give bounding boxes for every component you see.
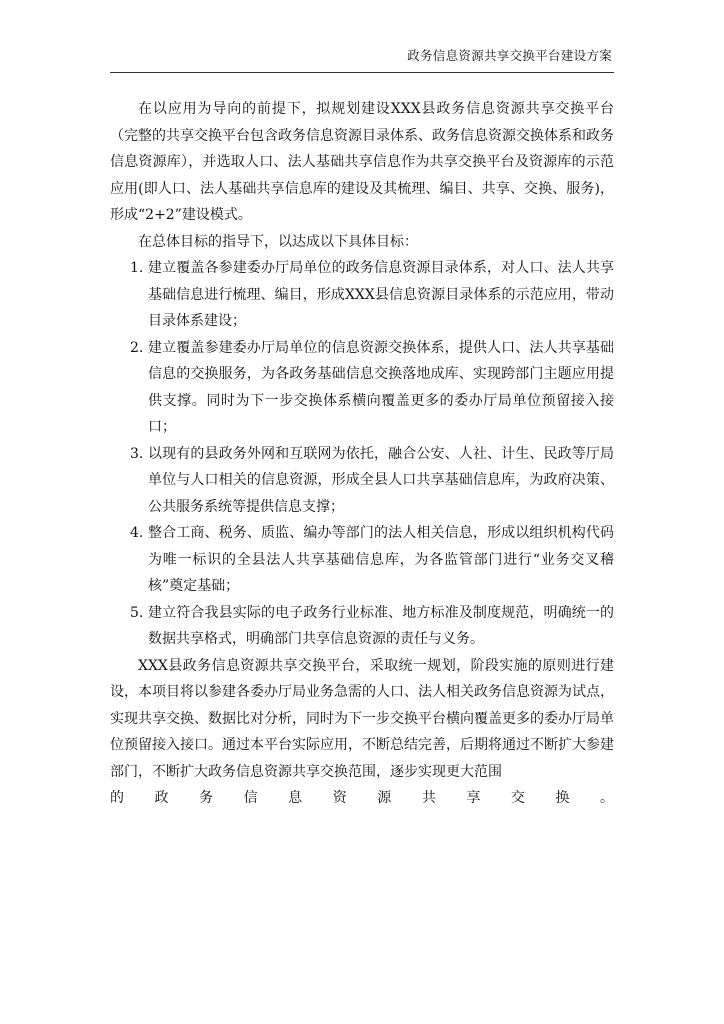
goal-text: 整合工商、税务、质监、编办等部门的法人相关信息，形成以组织机构代码为唯一标识的全县法人共享基础信息库，为各监管部门进行“业务交叉稽核”奠定基础； [148, 525, 614, 594]
goals-intro-paragraph: 在总体目标的指导下，以达成以下具体目标： [138, 233, 418, 250]
goal-text: 建立覆盖参建委办厅局单位的信息资源交换体系，提供人口、法人共享基础信息的交换服务，为各政务基础信息交换落地成库、实现跨部门主题应用提供支撑。同时为下一步交换体系横向覆盖更多的委办厅局单位预留接入接口； [148, 339, 614, 435]
document-header-title: 政务信息资源共享交换平台建设方案 [407, 48, 612, 63]
intro-paragraph: 在以应用为导向的前提下，拟规划建设XXX县政务信息资源共享交换平台（完整的共享交换平台包含政务信息资源目录体系、政务信息资源交换体系和政务信息资源库），并选取人口、法人基础共享信息作为共享交换平台及资源库的示范应用(即人口、法人基础共享信息库的建设及其梳理、编目、共享、交换、服务)，形成“2+2”建设模式。 [110, 101, 614, 223]
goal-number: 4. [130, 525, 144, 541]
goals-list [110, 255, 614, 653]
goal-item-1 [110, 255, 614, 335]
goal-text: 建立覆盖各参建委办厅局单位的政务信息资源目录体系，对人口、法人共享基础信息进行梳理、编目，形成XXX县信息资源目录体系的示范应用，带动目录体系建设； [148, 260, 614, 329]
implementation-paragraph-last-line: 的政务信息资源共享交换。 [110, 790, 614, 806]
goal-text: 建立符合我县实际的电子政务行业标准、地方标准及制度规范，明确统一的数据共享格式，明确部门共享信息资源的责任与义务。 [148, 604, 614, 647]
goal-number: 1. [130, 260, 144, 276]
implementation-paragraph: XXX县政务信息资源共享交换平台，采取统一规划，阶段实施的原则进行建设，本项目将以参建各委办厅局业务急需的人口、法人相关政务信息资源为试点，实现共享交换、数据比对分析，同时为下一步交换平台横向覆盖更多的委办厅局单位预留接入接口。通过本平台实际应用，不断总结完善，后期将通过不断扩大参建部门，不断扩大政务信息资源共享交换范围，逐步实现更大范围 [110, 657, 614, 780]
document-body [110, 96, 614, 812]
goal-number: 3. [130, 445, 144, 462]
goal-item-4 [110, 520, 614, 600]
header-rule [110, 72, 614, 73]
goal-number: 2. [130, 339, 144, 356]
goal-item-5 [110, 600, 614, 653]
goal-item-2 [110, 335, 614, 441]
goal-text: 以现有的县政务外网和互联网为依托，融合公安、人社、计生、民政等厅局单位与人口相关的信息资源，形成全县人口共享基础信息库，为政府决策、公共服务系统等提供信息支撑； [148, 445, 614, 515]
goal-number: 5. [130, 604, 144, 621]
goal-item-3 [110, 441, 614, 521]
